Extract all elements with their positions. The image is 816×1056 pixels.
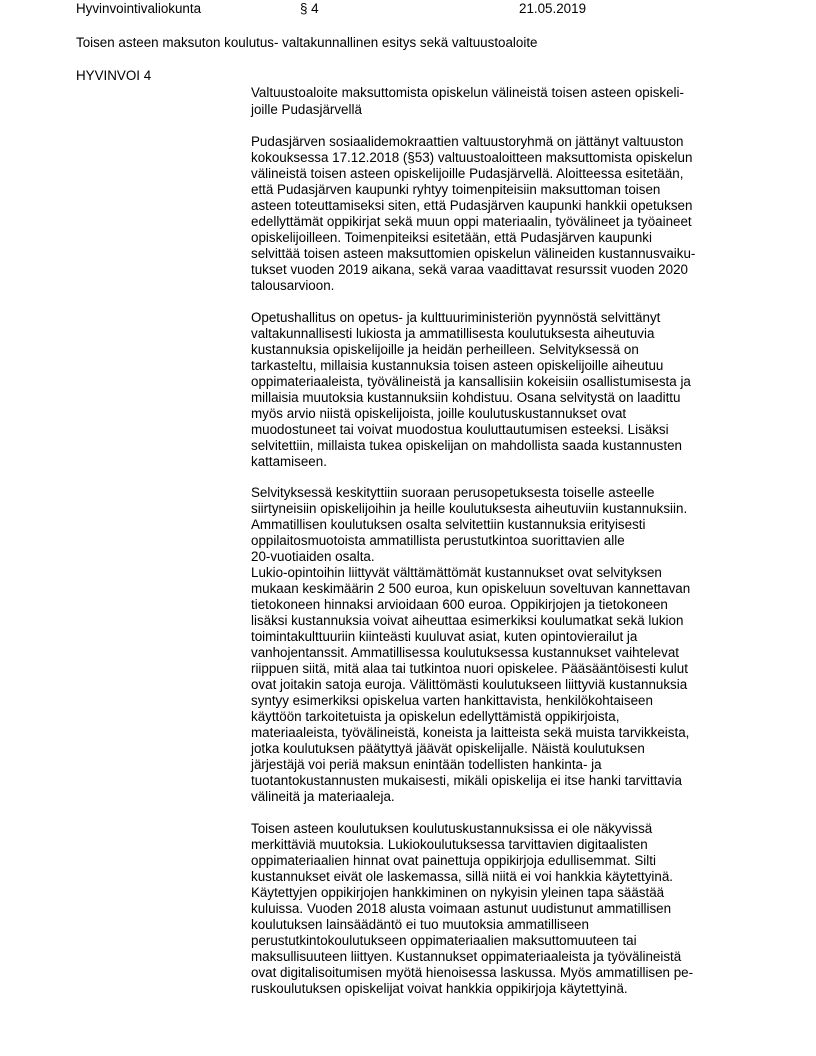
paragraph-2-line: millaisia muutoksia kustannuksiin kohdistuu. Osana selvitystä on laadittu — [251, 390, 681, 405]
paragraph-3-line: Ammatillisen koulutuksen osalta selvitettiin kustannuksia erityisesti — [251, 517, 646, 532]
paragraph-2-line: oppimateriaaleista, työvälineistä ja kansallisiin kokeisiin osallistumisesta ja — [251, 374, 691, 389]
paragraph-1-line: selvittää toisen asteen maksuttomien opiskelun välineiden kustannusvaiku- — [251, 246, 696, 261]
paragraph-2-line: kattamiseen. — [251, 454, 327, 469]
paragraph-4-line: kuluissa. Vuoden 2018 alusta voimaan astunut uudistunut ammatillisen — [251, 901, 672, 916]
paragraph-1-line: talousarvioon. — [251, 278, 335, 293]
paragraph-4-line: Toisen asteen koulutuksen koulutuskustannuksissa ei ole näkyvissä — [251, 821, 653, 836]
paragraph-3-line: materiaaleista, työvälineistä, koneista ja laitteista sekä muista tarvikkeista, — [251, 725, 690, 740]
paragraph-3-line: siirtyneisiin opiskelijoihin ja heille koulutuksesta aiheutuviin kustannuksiin. — [251, 501, 688, 516]
paragraph-1-line: Pudasjärven sosiaalidemokraattien valtuustoryhmä on jättänyt valtuuston — [251, 134, 684, 149]
paragraph-3-line: välineitä ja materiaaleja. — [251, 789, 395, 804]
paragraph-1-line: välineistä toisen asteen opiskelijoille Pudasjärvellä. Aloitteessa esitetään, — [251, 166, 684, 181]
document-title: Toisen asteen maksuton koulutus- valtakunnallinen esitys sekä valtuustoaloite — [76, 35, 538, 50]
paragraph-2-line: Opetushallitus on opetus- ja kulttuuriministeriön pyynnöstä selvittänyt — [251, 310, 661, 325]
paragraph-3-line: Selvityksessä keskityttiin suoraan perusopetuksesta toiselle asteelle — [251, 485, 655, 500]
organization-name: Hyvinvointivaliokunta — [76, 1, 202, 16]
paragraph-4-line: Käytettyjen oppikirjojen hankkiminen on nykyisin yleinen tapa säästää — [251, 885, 665, 900]
paragraph-3-line: toimintakulttuuriin kiinteästi kuuluvat asiat, kuten opintovierailut ja — [251, 629, 638, 644]
document-reference: HYVINVOI 4 — [76, 68, 152, 83]
paragraph-3-line: tuotantokustannusten mukaisesti, mikäli opiskelija ei itse hanki tarvittavia — [251, 773, 682, 788]
paragraph-3-line: jotka koulutuksen päätyttyä jäävät opiskelijalle. Näistä koulutuksen — [251, 741, 645, 756]
paragraph-2-line: valtakunnallisesti lukiosta ja ammatillisesta koulutuksesta aiheutuvia — [251, 326, 655, 341]
paragraph-3-line: järjestäjä voi periä maksun enintään todellisten hankinta- ja — [251, 757, 602, 772]
paragraph-3-line: vanhojentanssit. Ammatillisessa koulutuksessa kustannukset vaihtelevat — [251, 645, 679, 660]
subject-line: Valtuustoaloite maksuttomista opiskelun välineistä toisen asteen opiskeli- — [251, 85, 684, 100]
paragraph-1-line: opiskelijoilleen. Toimenpiteiksi esitetään, että Pudasjärven kaupunki — [251, 230, 652, 245]
paragraph-4-line: merkittäviä muutoksia. Lukiokoulutuksessa tarvittavien digitaalisten — [251, 837, 648, 852]
paragraph-4-line: kustannukset eivät ole laskemassa, sillä niitä ei voi hankkia käytettyinä. — [251, 869, 674, 884]
paragraph-2-line: myös arvio niistä opiskelijoista, joille koulutuskustannukset ovat — [251, 406, 627, 421]
paragraph-2-line: muodostuneet tai voivat muodostua kouluttautumisen esteeksi. Lisäksi — [251, 422, 669, 437]
paragraph-3-line: syntyy esimerkiksi opiskelua varten hankittavista, henkilökohtaiseen — [251, 693, 653, 708]
paragraph-2-line: kustannuksia opiskelijoille ja heidän perheilleen. Selvityksessä on — [251, 342, 639, 357]
paragraph-1-line: edellyttämät oppikirjat sekä muun oppi materiaalin, työvälineet ja työaineet — [251, 214, 692, 229]
paragraph-4-line: perustutkintokoulutukseen oppimateriaalien maksuttomuuteen tai — [251, 933, 637, 948]
paragraph-3-line: lisäksi kustannuksia voivat aiheuttaa esimerkiksi koulumatkat sekä lukion — [251, 613, 684, 628]
paragraph-3-line: tietokoneen hinnaksi arvioidaan 600 euroa. Oppikirjojen ja tietokoneen — [251, 597, 668, 612]
paragraph-1-line: että Pudasjärven kaupunki ryhtyy toimenpiteisiin maksuttoman toisen — [251, 182, 661, 197]
paragraph-4-line: maksullisuuteen liittyen. Kustannukset oppimateriaaleista ja työvälineistä — [251, 949, 682, 964]
meeting-date: 21.05.2019 — [519, 1, 587, 16]
paragraph-2-line: selvitettiin, millaista tukea opiskelijan on mahdollista saada kustannusten — [251, 438, 682, 453]
paragraph-3-line: käyttöön tarkoitetuista ja opiskelun edellyttämistä oppikirjoista, — [251, 709, 620, 724]
paragraph-2-line: tarkasteltu, millaisia kustannuksia toisen asteen opiskelijoille aiheutuu — [251, 358, 664, 373]
paragraph-3-line: riippuen siitä, mitä alaa tai tutkintoa nuori opiskelee. Pääsääntöisesti kulut — [251, 661, 688, 676]
paragraph-4-line: koulutuksen lainsäädäntö ei tuo muutoksia ammatilliseen — [251, 917, 589, 932]
paragraph-1-line: tukset vuoden 2019 aikana, sekä varaa vaadittavat resurssit vuoden 2020 — [251, 262, 688, 277]
paragraph-1-line: asteen toteuttamiseksi siten, että Pudasjärven kaupunki hankkii opetuksen — [251, 198, 693, 213]
paragraph-3-line: Lukio-opintoihin liittyvät välttämättömät kustannukset ovat selvityksen — [251, 565, 662, 580]
paragraph-4-line: ovat digitalisoitumisen myötä hienoisessa laskussa. Myös ammatillisen pe- — [251, 965, 694, 980]
paragraph-1-line: kokouksessa 17.12.2018 (§53) valtuustoaloitteen maksuttomista opiskelun — [251, 150, 693, 165]
subject-line: joille Pudasjärvellä — [251, 102, 362, 117]
paragraph-3-line: mukaan keskimäärin 2 500 euroa, kun opiskeluun soveltuvan kannettavan — [251, 581, 691, 596]
paragraph-4-line: oppimateriaalien hinnat ovat painettuja oppikirjoja edullisemmat. Silti — [251, 853, 656, 868]
section-number: § 4 — [300, 1, 319, 16]
paragraph-3-line: ovat joitakin satoja euroja. Välittömästi koulutukseen liittyviä kustannuksia — [251, 677, 688, 692]
paragraph-3-line: oppilaitosmuotoista ammatillista perustutkintoa suorittavien alle — [251, 533, 625, 548]
paragraph-4-line: ruskoulutuksen opiskelijat voivat hankkia oppikirjoja käytettyinä. — [251, 981, 628, 996]
paragraph-3-line: 20-vuotiaiden osalta. — [251, 549, 375, 564]
